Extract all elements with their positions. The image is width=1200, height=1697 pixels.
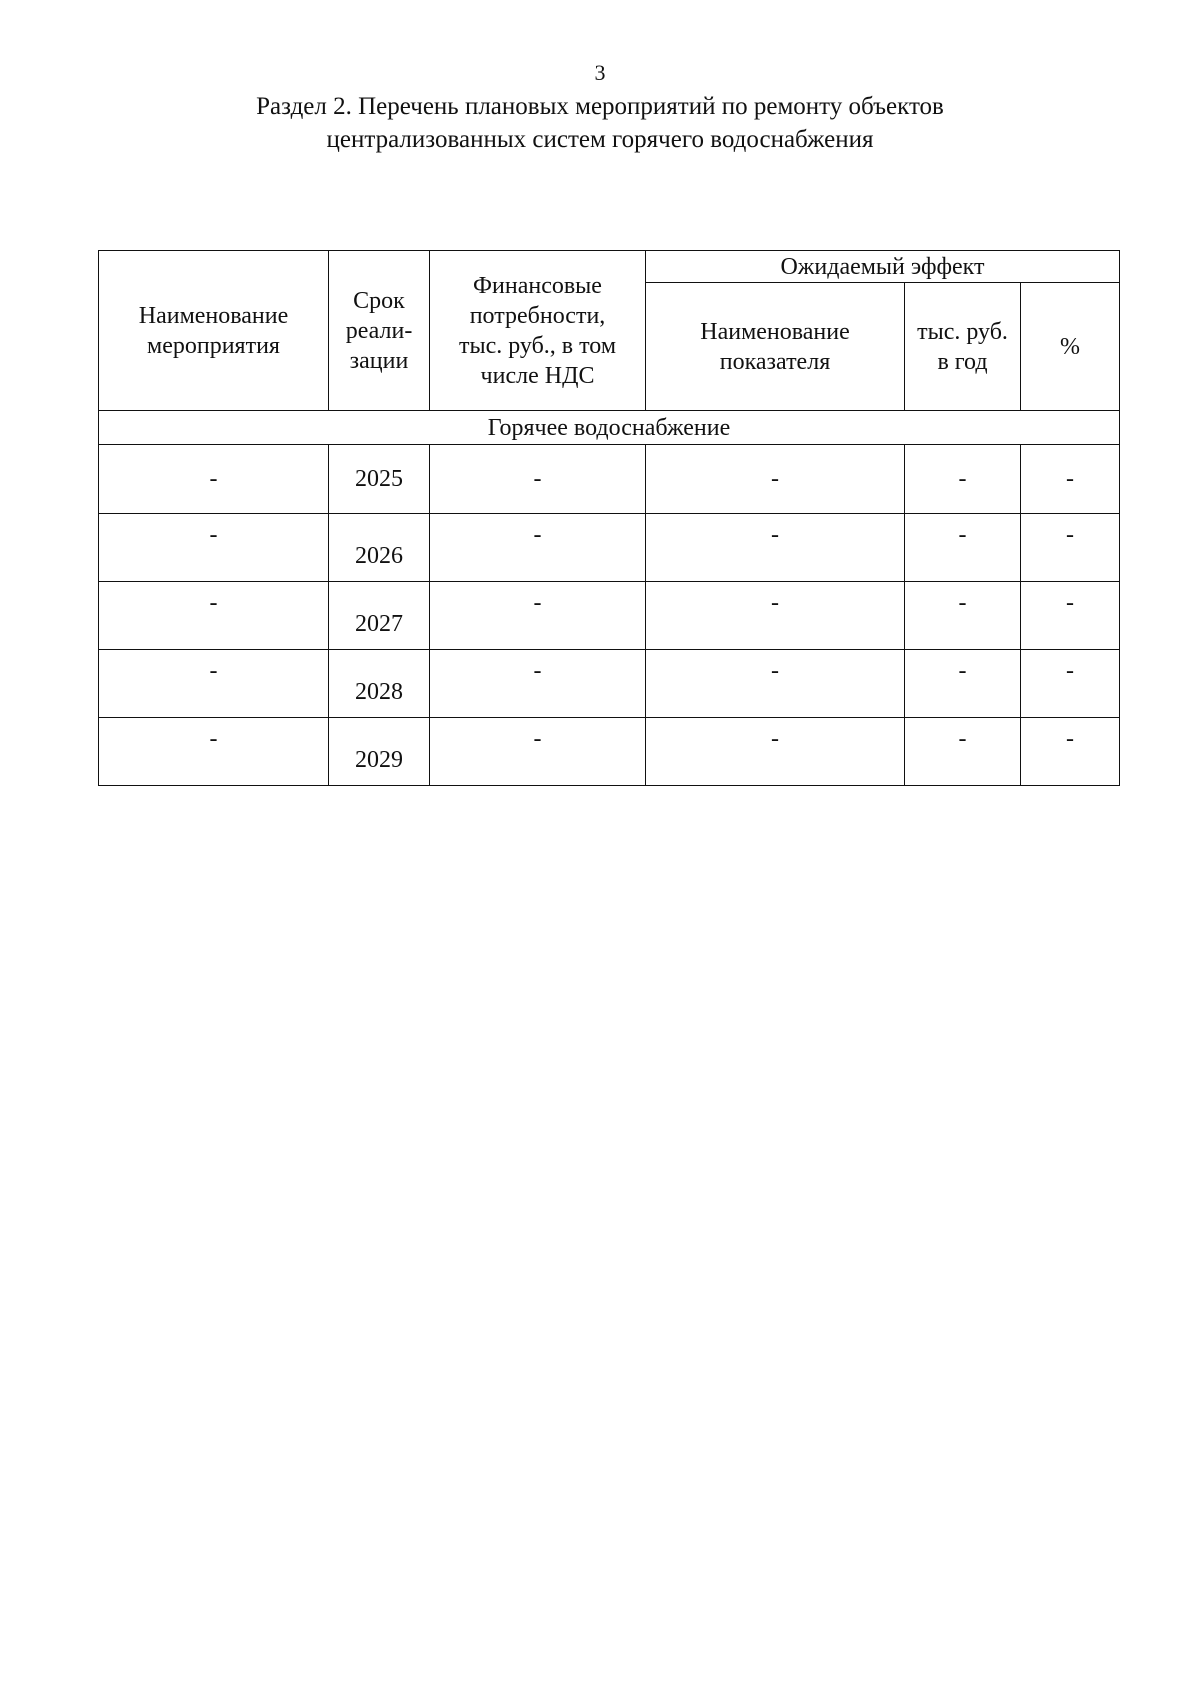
header-thousand-rub-per-year: тыс. руб. в год — [905, 283, 1021, 411]
cell-measure-name: - — [99, 650, 329, 718]
cell-percent: - — [1021, 718, 1120, 786]
cell-measure-name: - — [99, 582, 329, 650]
cell-year: 2029 — [329, 718, 430, 786]
cell-measure-name: - — [99, 445, 329, 514]
cell-year: 2027 — [329, 582, 430, 650]
cell-year: 2025 — [329, 445, 430, 514]
cell-rub: - — [905, 514, 1021, 582]
cell-rub: - — [905, 650, 1021, 718]
table-row — [99, 445, 1120, 514]
table-row — [99, 650, 1120, 718]
page-number: 3 — [594, 60, 606, 85]
section-title — [0, 90, 1200, 156]
section-title-line-1: Раздел 2. Перечень плановых мероприятий по ремонту объектов — [256, 93, 944, 120]
section-title-line-2: централизованных систем горячего водоснабжения — [326, 126, 874, 153]
cell-year: 2026 — [329, 514, 430, 582]
cell-indicator: - — [646, 445, 905, 514]
cell-rub: - — [905, 718, 1021, 786]
table-row — [99, 718, 1120, 786]
cell-percent: - — [1021, 582, 1120, 650]
cell-finance: - — [430, 718, 646, 786]
header-percent: % — [1021, 283, 1120, 411]
header-expected-effect: Ожидаемый эффект — [646, 251, 1120, 283]
table-row — [99, 514, 1120, 582]
cell-percent: - — [1021, 445, 1120, 514]
cell-finance: - — [430, 650, 646, 718]
cell-percent: - — [1021, 514, 1120, 582]
section-label-hot-water: Горячее водоснабжение — [99, 411, 1120, 445]
header-term: Срок реали- зации — [329, 251, 430, 411]
cell-indicator: - — [646, 582, 905, 650]
repair-plan-table — [98, 250, 1120, 786]
cell-measure-name: - — [99, 514, 329, 582]
cell-rub: - — [905, 582, 1021, 650]
header-financial-needs: Финансовые потребности, тыс. руб., в том числе НДС — [430, 251, 646, 411]
cell-finance: - — [430, 582, 646, 650]
header-measure-name: Наименование мероприятия — [99, 251, 329, 411]
cell-indicator: - — [646, 650, 905, 718]
cell-indicator: - — [646, 718, 905, 786]
cell-finance: - — [430, 514, 646, 582]
cell-measure-name: - — [99, 718, 329, 786]
cell-indicator: - — [646, 514, 905, 582]
table-row — [99, 582, 1120, 650]
cell-finance: - — [430, 445, 646, 514]
header-indicator-name: Наименование показателя — [646, 283, 905, 411]
cell-year: 2028 — [329, 650, 430, 718]
cell-percent: - — [1021, 650, 1120, 718]
cell-rub: - — [905, 445, 1021, 514]
